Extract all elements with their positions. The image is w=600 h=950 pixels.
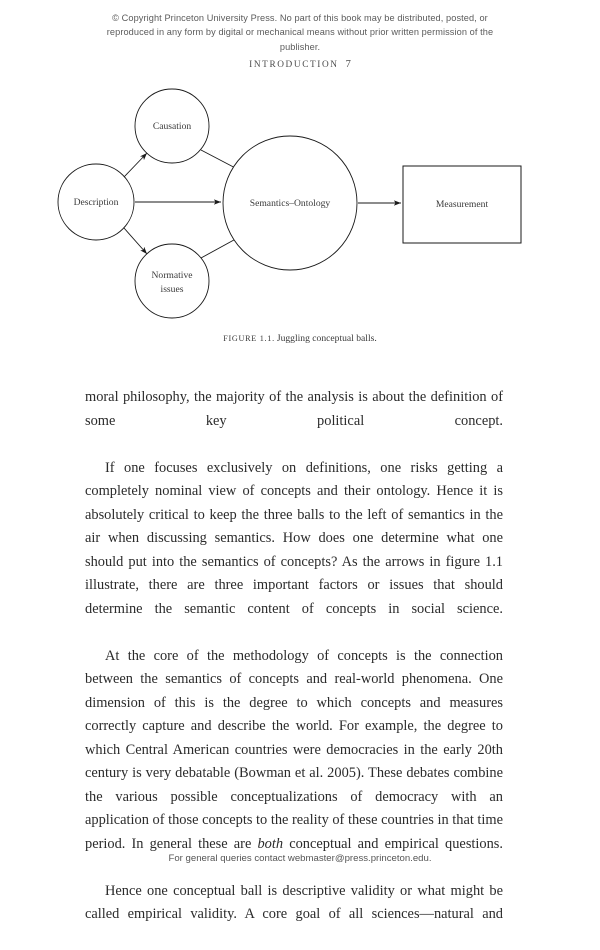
node-description <box>58 164 134 240</box>
edge-description-causation <box>124 153 147 177</box>
footer-queries-note: For general queries contact webmaster@press.princeton.edu. <box>0 853 600 864</box>
node-causation <box>135 89 209 163</box>
paragraph-1: moral philosophy, the majority of the analysis is about the definition of some key political concept. <box>85 386 503 457</box>
paragraph-3-head: At the core of the methodology of concepts is the connection between the semantics of concepts and real-world phenomena. One dimension of this is the degree to which concepts and measures correctly capture and describe the world. For example, the degree to which Central American countries were democracies in the early 20th century is very debatable (Bowman et al. 2005). These debates combine the various possible conceptualizations of democracy with an application of those concepts to the reality of these countries in that time period. In general these are <box>85 648 503 852</box>
running-head <box>0 59 600 70</box>
node-normative-issues <box>135 244 209 318</box>
paragraph-3-tail: conceptual and empirical questions. <box>283 836 503 852</box>
node-normative-issues-label-line1: Normative <box>151 270 192 281</box>
edge-description-normative <box>124 228 147 254</box>
node-semantics-ontology <box>223 136 357 270</box>
paragraph-3 <box>85 645 503 880</box>
node-semantics-ontology-label: Semantics–Ontology <box>250 198 331 209</box>
node-description-label: Description <box>74 197 119 208</box>
running-head-chapter: INTRODUCTION <box>249 60 338 70</box>
paragraph-3-emphasis: both <box>257 836 283 852</box>
paragraph-2: If one focuses exclusively on definitions, one risks getting a completely nominal view of concepts and their ontology. Hence it is absolutely critical to keep the three balls to the left of semantics in the air when discussing semantics. How does one determine what one should put into the semantics of concepts? As the arrows in figure 1.1 illustrate, there are three important factors or issues that should determine the semantic content of concepts in social science. <box>85 457 503 645</box>
node-causation-label: Causation <box>153 121 192 132</box>
figure-caption-text: Juggling conceptual balls. <box>277 333 377 344</box>
node-measurement <box>403 166 521 243</box>
page-number: 7 <box>346 59 351 70</box>
figure-1-1-diagram <box>40 82 560 327</box>
node-measurement-label: Measurement <box>436 199 489 210</box>
paragraph-4: Hence one conceptual ball is descriptive validity or what might be called empirical validity. A core goal of all sciences—natural and <box>85 880 503 950</box>
copyright-notice: © Copyright Princeton University Press. No part of this book may be distributed, posted, or reproduced in any form by digital or mechanical means without prior written permission of the publisher. <box>100 11 500 54</box>
node-normative-issues-label-line2: issues <box>161 284 184 295</box>
figure-caption-number: FIGURE 1.1. <box>223 334 275 343</box>
figure-caption <box>0 333 600 344</box>
body-text <box>85 386 503 950</box>
